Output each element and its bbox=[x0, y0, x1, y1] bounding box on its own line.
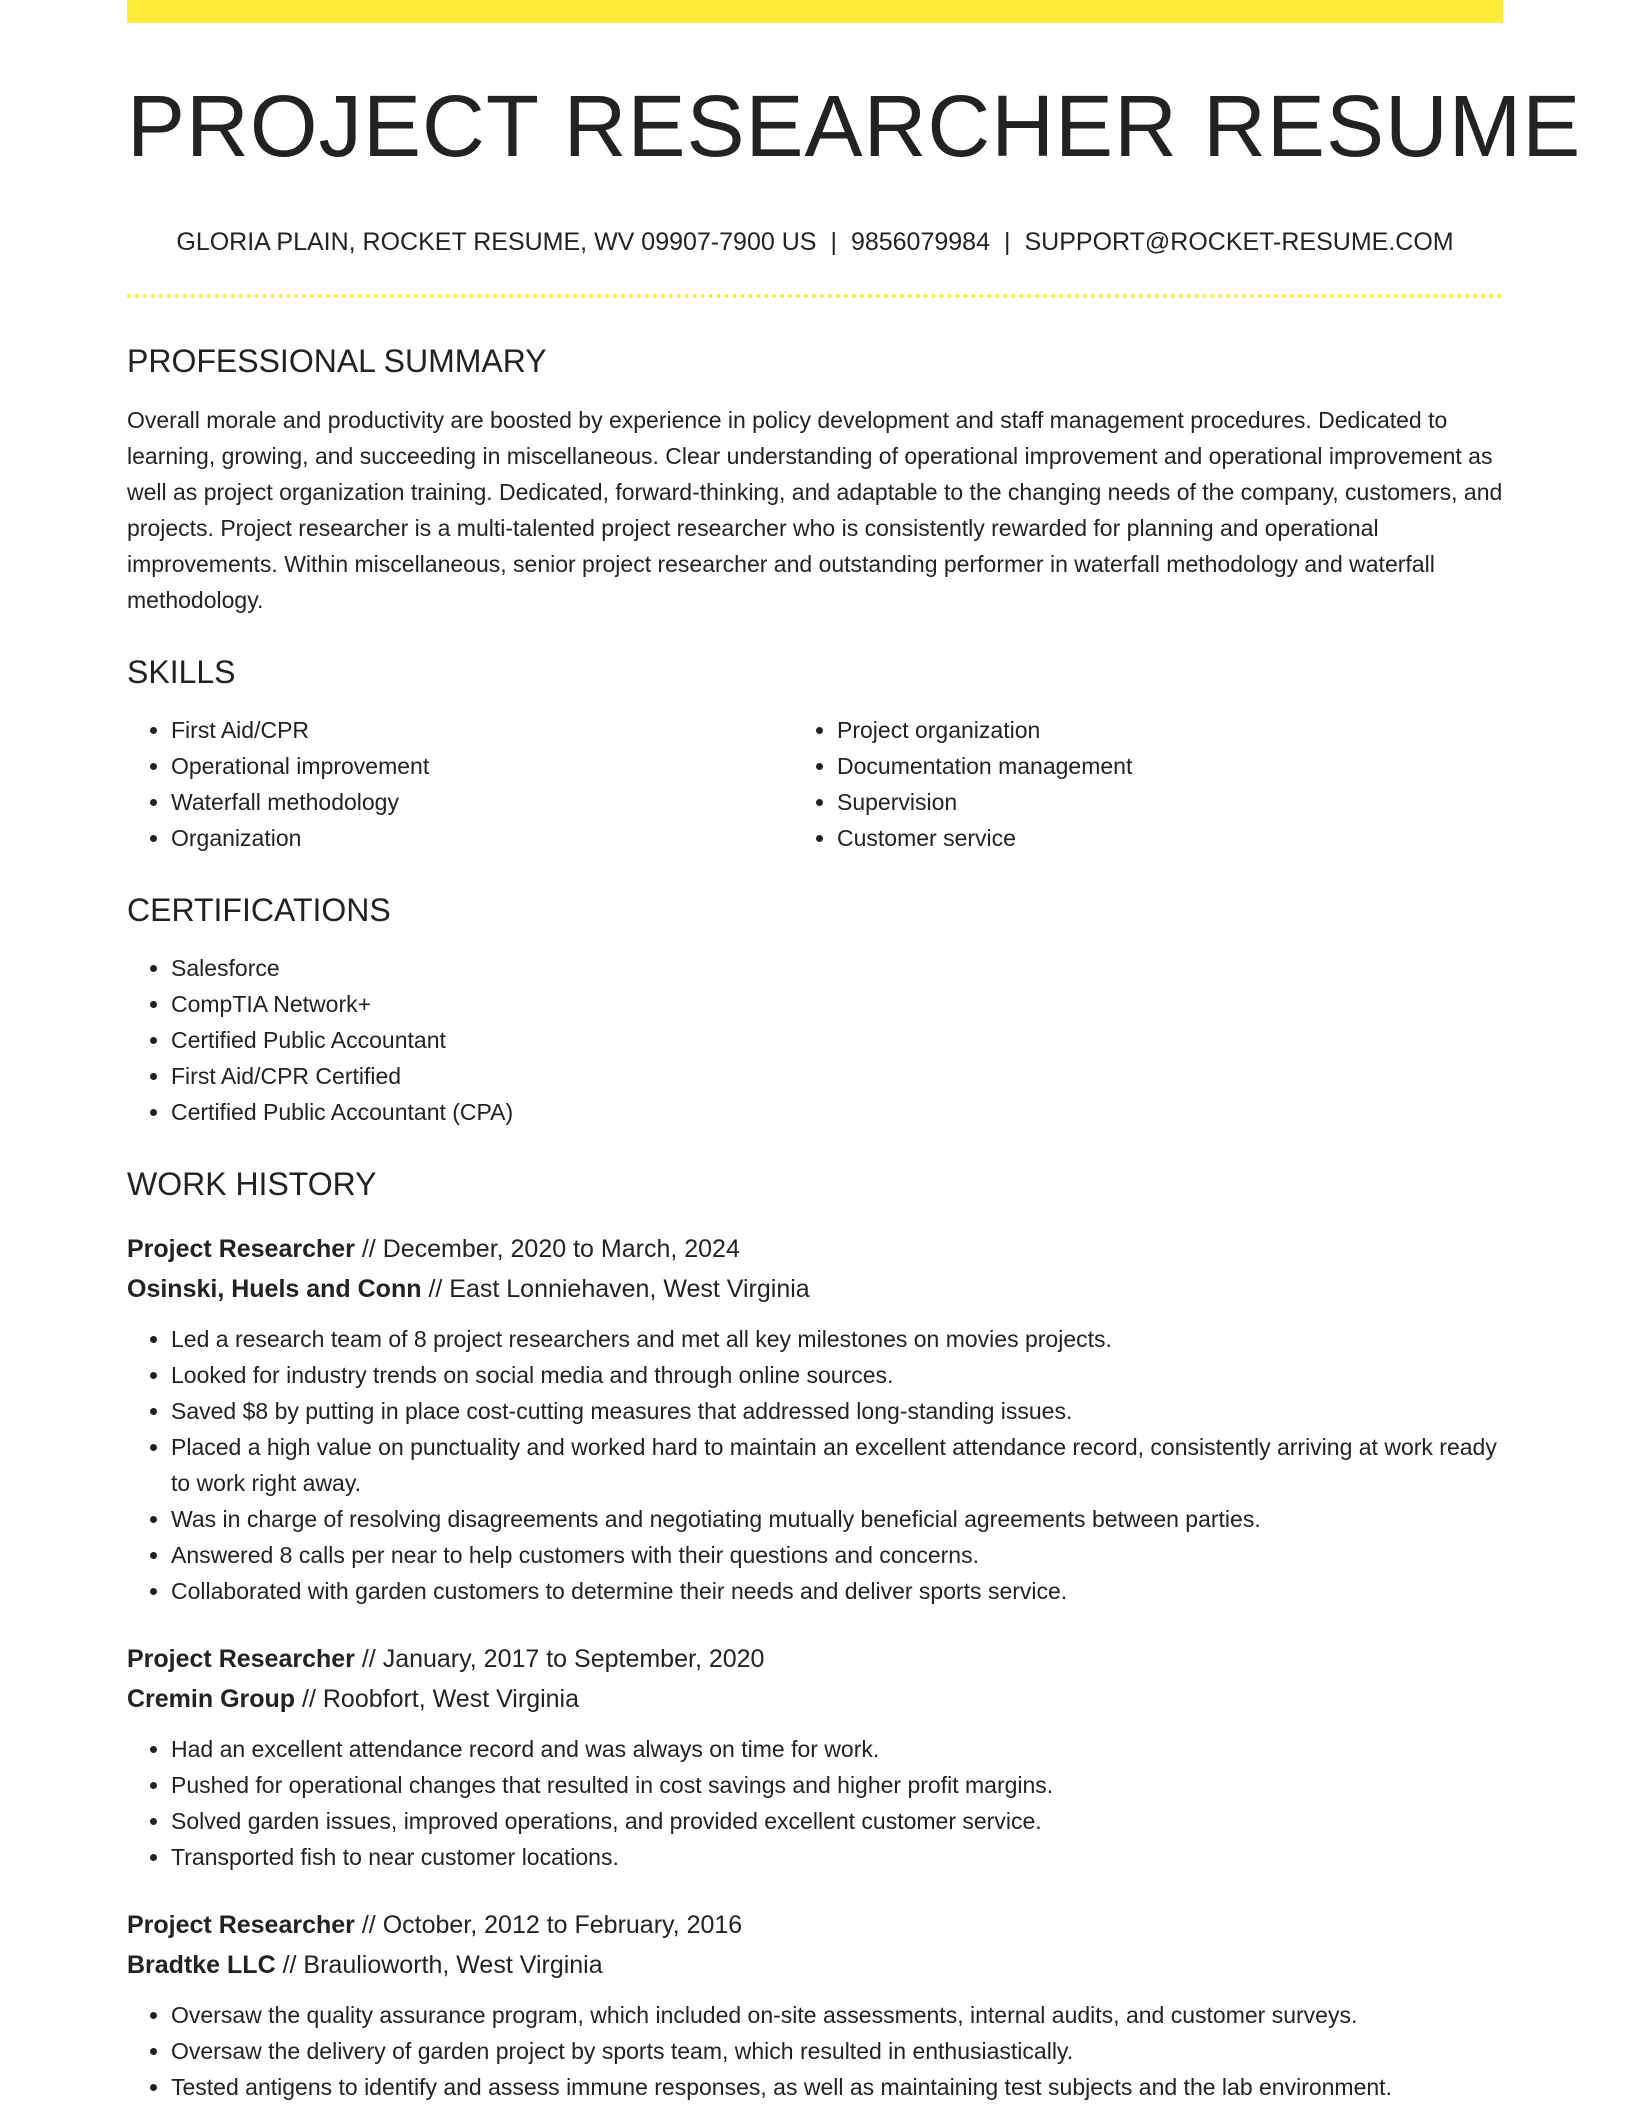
job-bullets bbox=[127, 1731, 1503, 1875]
job-title: Project Researcher bbox=[127, 1911, 355, 1939]
certifications-section bbox=[127, 894, 1503, 1130]
job-company: Osinski, Huels and Conn bbox=[127, 1275, 422, 1303]
job-company-line bbox=[127, 1945, 1503, 1985]
skill-item: • Project organization bbox=[837, 712, 1503, 748]
skill-item: • Waterfall methodology bbox=[171, 784, 837, 820]
job-bullet: • Placed a high value on punctuality and worked hard to maintain an excellent attendance record, consistently arriving at work ready to work right away. bbox=[171, 1429, 1503, 1501]
job-entry bbox=[127, 1229, 1503, 1609]
certification-item: • CompTIA Network+ bbox=[171, 986, 1503, 1022]
skill-item: • Customer service bbox=[837, 820, 1503, 856]
job-title: Project Researcher bbox=[127, 1235, 355, 1263]
skill-item: • Organization bbox=[171, 820, 837, 856]
certification-item: • Salesforce bbox=[171, 950, 1503, 986]
certifications-list bbox=[127, 950, 1503, 1130]
job-bullet: • Solved garden issues, improved operations, and provided excellent customer service. bbox=[171, 1803, 1503, 1839]
job-company-line bbox=[127, 1679, 1503, 1719]
dotted-divider bbox=[127, 294, 1503, 298]
certification-item: • Certified Public Accountant bbox=[171, 1022, 1503, 1058]
job-title: Project Researcher bbox=[127, 1645, 355, 1673]
job-location: // East Lonniehaven, West Virginia bbox=[428, 1275, 810, 1303]
job-bullet: • Saved $8 by putting in place cost-cutting measures that addressed long-standing issues. bbox=[171, 1393, 1503, 1429]
job-location: // Roobfort, West Virginia bbox=[302, 1685, 580, 1713]
contact-phone: 9856079984 bbox=[850, 228, 990, 256]
job-bullet: • Collaborated with garden customers to determine their needs and deliver sports service. bbox=[171, 1573, 1503, 1609]
skill-item: • Supervision bbox=[837, 784, 1503, 820]
job-bullet: • Oversaw the delivery of garden project by sports team, which resulted in enthusiastically. bbox=[171, 2033, 1503, 2069]
work-history-heading: WORK HISTORY bbox=[127, 1166, 377, 1202]
skill-item: • First Aid/CPR bbox=[171, 712, 837, 748]
job-dates: // October, 2012 to February, 2016 bbox=[361, 1911, 743, 1939]
skills-heading: SKILLS bbox=[127, 654, 236, 690]
job-bullet: • Pushed for operational changes that resulted in cost savings and higher profit margins. bbox=[171, 1767, 1503, 1803]
skills-section bbox=[127, 656, 1503, 856]
contact-line bbox=[127, 230, 1503, 255]
contact-separator: | bbox=[1003, 228, 1011, 256]
job-bullet: • Oversaw the quality assurance program, which included on-site assessments, internal audits, and customer surveys. bbox=[171, 1997, 1503, 2033]
job-bullet: • Tested antigens to identify and assess immune responses, as well as maintaining test subjects and the lab environment. bbox=[171, 2069, 1503, 2105]
job-company-line bbox=[127, 1269, 1503, 1309]
job-bullet: • Led a research team of 8 project researchers and met all key milestones on movies projects. bbox=[171, 1321, 1503, 1357]
job-entry bbox=[127, 1905, 1503, 2105]
summary-section bbox=[127, 345, 1503, 618]
job-title-line bbox=[127, 1905, 1503, 1945]
page-title: PROJECT RESEARCHER RESUME bbox=[127, 78, 1582, 175]
job-location: // Braulioworth, West Virginia bbox=[282, 1951, 603, 1979]
contact-address: GLORIA PLAIN, ROCKET RESUME, WV 09907-7900 US bbox=[176, 228, 817, 256]
resume-page bbox=[127, 0, 1582, 2105]
skills-list-right bbox=[837, 712, 1503, 856]
job-entry bbox=[127, 1639, 1503, 1875]
job-bullets bbox=[127, 1321, 1503, 1609]
contact-email: SUPPORT@ROCKET-RESUME.COM bbox=[1024, 228, 1454, 256]
accent-bar bbox=[127, 0, 1503, 23]
summary-text: Overall morale and productivity are boosted by experience in policy development and staff management procedures. Dedicated to learning, growing, and succeeding in miscellaneous. Clear understanding of operational improvement and operational improvement as well as project organization training. Dedicated, forward-thinking, and adaptable to the changing needs of the company, customers, and projects. Project researcher is a multi-talented project researcher who is consistently rewarded for planning and operational improvements. Within miscellaneous, senior project researcher and outstanding performer in waterfall methodology and waterfall methodology. bbox=[127, 407, 1503, 613]
job-dates: // January, 2017 to September, 2020 bbox=[361, 1645, 765, 1673]
skill-item: • Operational improvement bbox=[171, 748, 837, 784]
certification-item: • First Aid/CPR Certified bbox=[171, 1058, 1503, 1094]
job-bullet: • Transported fish to near customer locations. bbox=[171, 1839, 1503, 1875]
skills-columns bbox=[127, 688, 1503, 856]
job-bullets bbox=[127, 1997, 1503, 2105]
job-title-line bbox=[127, 1639, 1503, 1679]
job-bullet: • Was in charge of resolving disagreements and negotiating mutually beneficial agreements between parties. bbox=[171, 1501, 1503, 1537]
job-company: Bradtke LLC bbox=[127, 1951, 276, 1979]
certification-item: • Certified Public Accountant (CPA) bbox=[171, 1094, 1503, 1130]
skills-list-left bbox=[127, 712, 837, 856]
job-title-line bbox=[127, 1229, 1503, 1269]
certifications-heading: CERTIFICATIONS bbox=[127, 892, 391, 928]
summary-heading: PROFESSIONAL SUMMARY bbox=[127, 343, 547, 379]
contact-separator: | bbox=[830, 228, 837, 256]
job-bullet: • Answered 8 calls per near to help customers with their questions and concerns. bbox=[171, 1537, 1503, 1573]
work-history-section bbox=[127, 1168, 1503, 2105]
job-dates: // December, 2020 to March, 2024 bbox=[361, 1235, 740, 1263]
job-bullet: • Looked for industry trends on social media and through online sources. bbox=[171, 1357, 1503, 1393]
job-company: Cremin Group bbox=[127, 1685, 296, 1713]
skill-item: • Documentation management bbox=[837, 748, 1503, 784]
job-bullet: • Had an excellent attendance record and was always on time for work. bbox=[171, 1731, 1503, 1767]
